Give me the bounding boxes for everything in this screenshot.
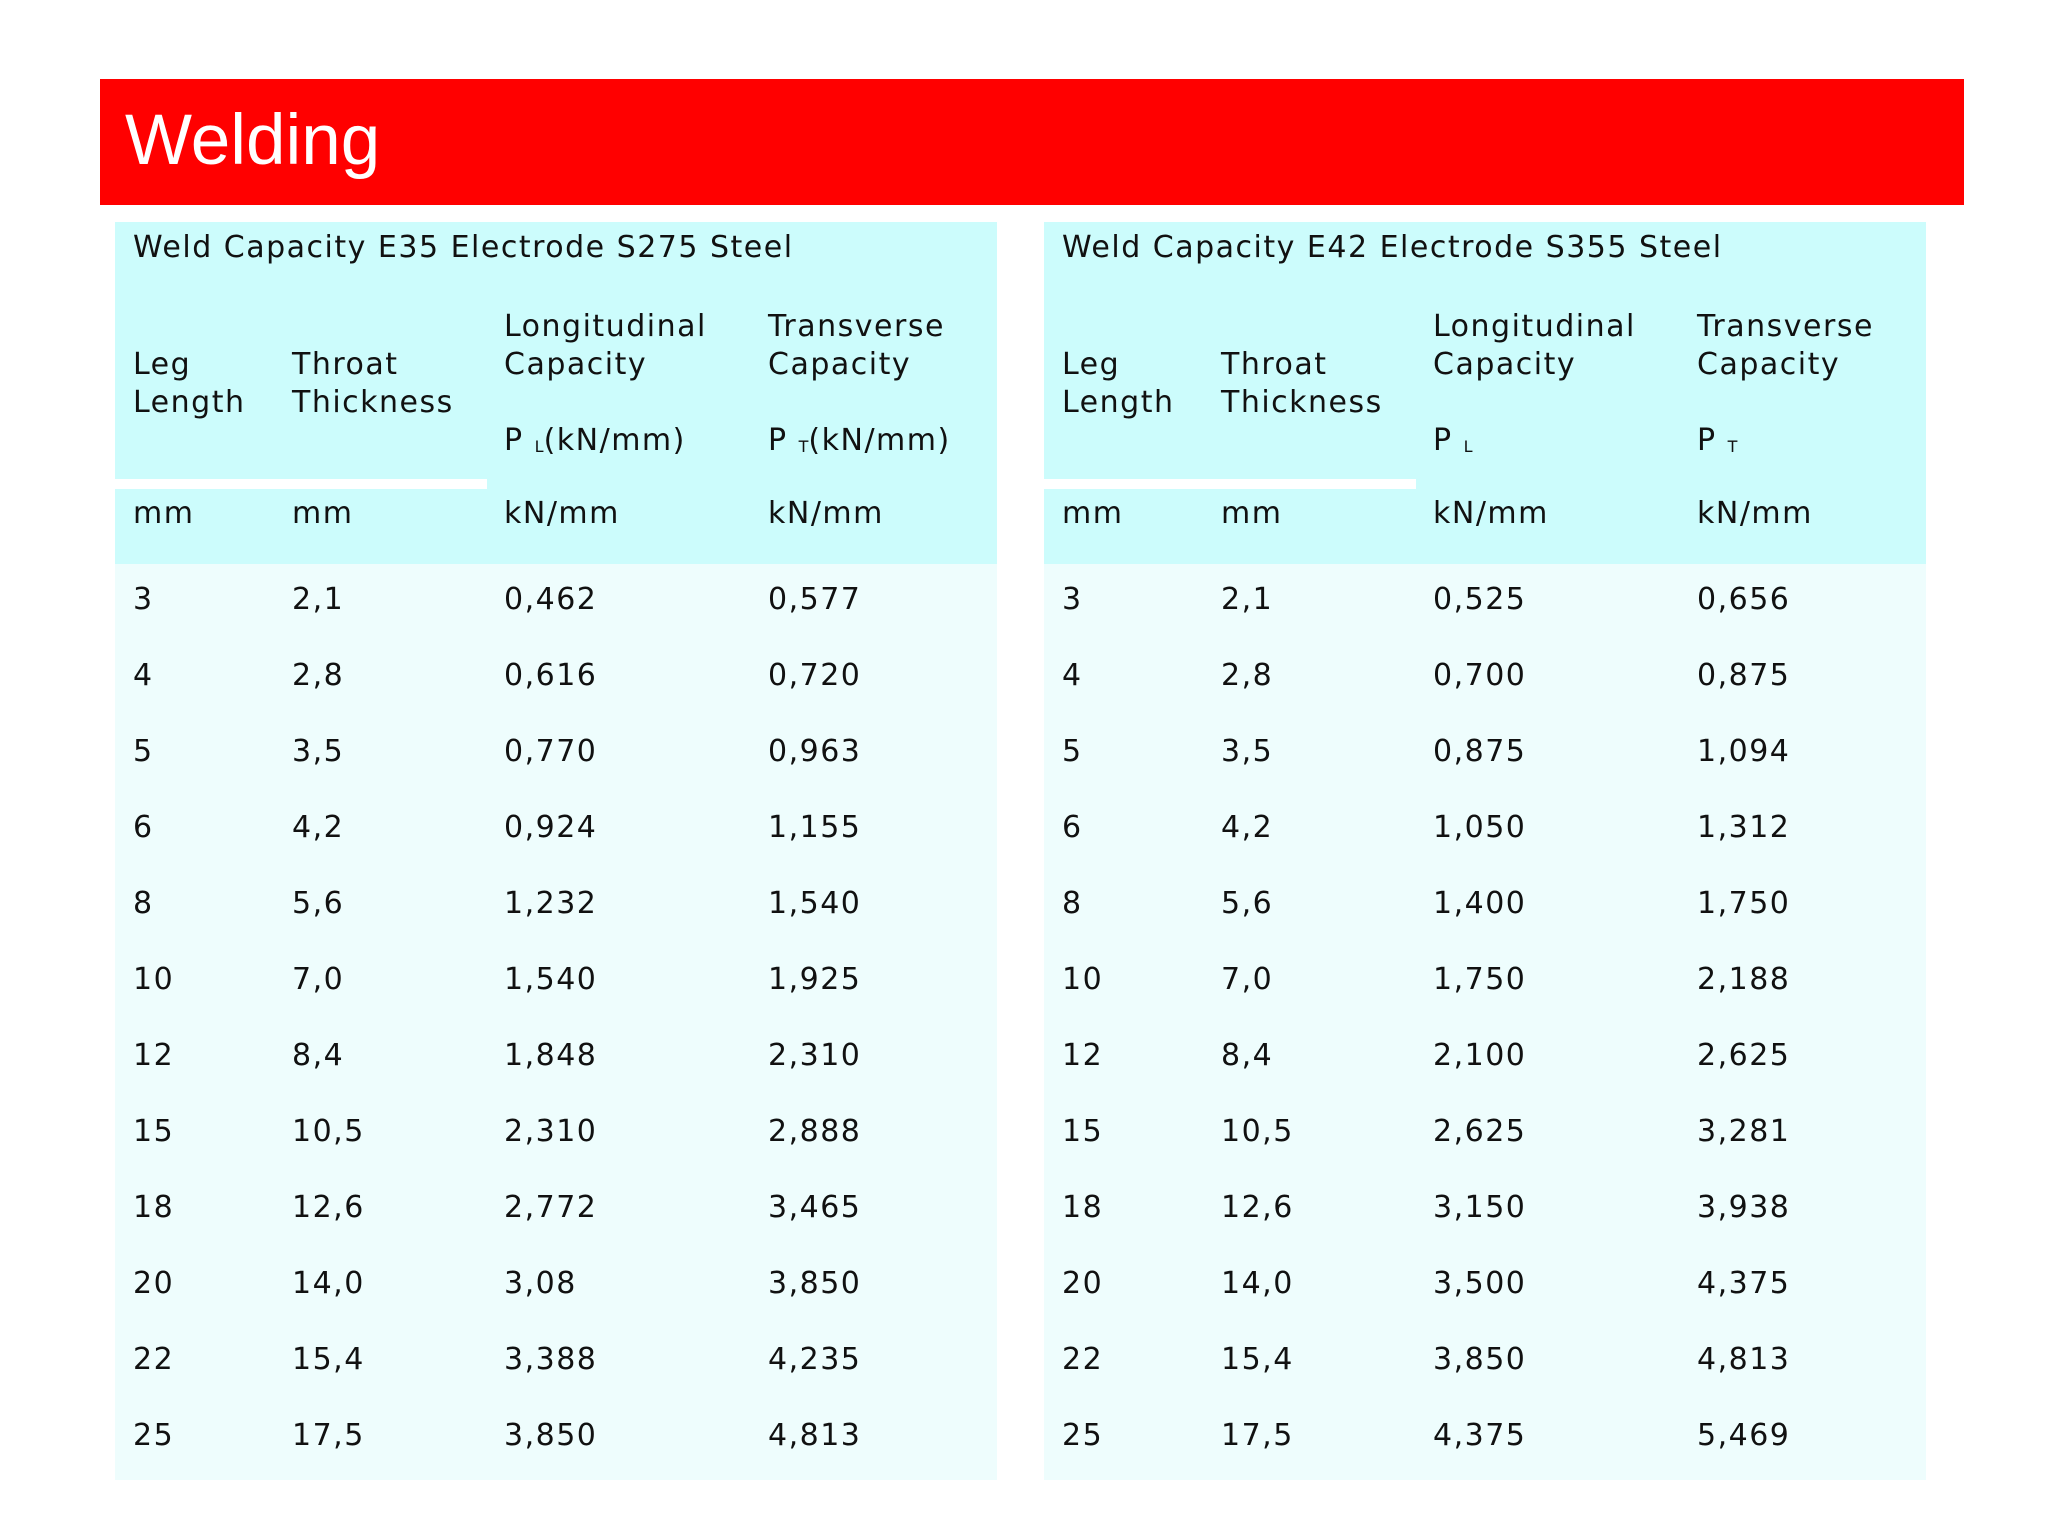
table-cell: 2,8 [1221,658,1274,693]
table-row [115,658,997,734]
table-cell: 1,050 [1433,810,1527,845]
table-cell: 4,375 [1697,1266,1791,1301]
header-throat-thickness-line1: Throat [292,347,399,382]
table-cell: 10 [133,962,175,997]
table-row [115,1418,997,1494]
table-cell: 1,400 [1433,886,1527,921]
header-throat-thickness-line2: Thickness [292,385,454,420]
table-cell: 2,188 [1697,962,1791,997]
table-cell: 8,4 [292,1038,345,1073]
table-cell: 0,577 [768,582,862,617]
header-transverse-capacity [1697,308,1874,466]
header-transverse-capacity-unit: (kN/mm) [808,423,951,458]
table-cell: 4,2 [292,810,345,845]
table-cell: 3,850 [768,1266,862,1301]
header-longitudinal-capacity-symbol: P [504,423,524,458]
table-row [1044,658,1926,734]
table-cell: 2,888 [768,1114,862,1149]
header-longitudinal-capacity-subscript: L [534,437,544,456]
table-cell: 4,375 [1433,1418,1527,1453]
table-cell: 3,5 [1221,734,1274,769]
header-transverse-capacity-line1: Transverse [768,309,945,344]
header-throat-thickness [1221,346,1383,422]
table-row [1044,886,1926,962]
unit-label: kN/mm [1697,496,1813,531]
table-row [115,810,997,886]
table-row [1044,734,1926,810]
table-cell: 1,540 [504,962,598,997]
weld-table-e35 [115,222,997,1480]
table-cell: 15,4 [1221,1342,1294,1377]
table-cell: 3 [1062,582,1083,617]
table-cell: 2,1 [292,582,345,617]
table-cell: 12 [133,1038,175,1073]
table-title: Weld Capacity E35 Electrode S275 Steel [133,230,794,265]
table-cell: 2,100 [1433,1038,1527,1073]
table-row [115,582,997,658]
table-cell: 2,310 [768,1038,862,1073]
table-cell: 2,625 [1433,1114,1527,1149]
table-cell: 5,6 [292,886,345,921]
table-cell: 0,720 [768,658,862,693]
header-transverse-capacity-symbol: P [1697,423,1717,458]
table-cell: 1,848 [504,1038,598,1073]
table-row [115,734,997,810]
table-cell: 0,616 [504,658,598,693]
table-row [1044,1038,1926,1114]
table-cell: 3,150 [1433,1190,1527,1225]
table-cell: 6 [1062,810,1083,845]
table-cell: 3,388 [504,1342,598,1377]
table-cell: 3,938 [1697,1190,1791,1225]
table-title: Weld Capacity E42 Electrode S355 Steel [1062,230,1723,265]
table-cell: 14,0 [292,1266,365,1301]
title-banner [100,79,1964,205]
header-divider [1044,479,1416,489]
table-cell: 0,656 [1697,582,1791,617]
table-cell: 5 [133,734,154,769]
header-longitudinal-capacity-unit: (kN/mm) [543,423,686,458]
unit-label: kN/mm [504,496,620,531]
table-cell: 0,770 [504,734,598,769]
table-row [1044,582,1926,658]
table-row [1044,810,1926,886]
table-cell: 8 [133,886,154,921]
unit-label: mm [1062,496,1124,531]
table-cell: 3,465 [768,1190,862,1225]
table-cell: 17,5 [292,1418,365,1453]
header-longitudinal-capacity-subscript: L [1463,437,1473,456]
table-cell: 3,850 [504,1418,598,1453]
header-transverse-capacity-subscript: T [798,437,809,456]
header-transverse-capacity-line2: Capacity [768,347,912,382]
table-row [1044,1190,1926,1266]
table-cell: 0,525 [1433,582,1527,617]
header-leg-length-line2: Length [1062,385,1175,420]
table-row [115,1342,997,1418]
header-leg-length [1062,346,1174,422]
table-cell: 2,625 [1697,1038,1791,1073]
header-transverse-capacity-line1: Transverse [1697,309,1874,344]
table-cell: 1,750 [1433,962,1527,997]
table-cell: 18 [133,1190,175,1225]
table-cell: 4,235 [768,1342,862,1377]
table-cell: 3,5 [292,734,345,769]
table-row [115,1114,997,1190]
table-cell: 1,155 [768,810,862,845]
table-cell: 0,875 [1433,734,1527,769]
table-cell: 10,5 [292,1114,365,1149]
header-transverse-capacity-subscript: T [1727,437,1738,456]
table-cell: 1,925 [768,962,862,997]
table-cell: 1,232 [504,886,598,921]
table-cell: 3,850 [1433,1342,1527,1377]
table-cell: 4,813 [768,1418,862,1453]
table-cell: 1,094 [1697,734,1791,769]
table-row [115,962,997,1038]
table-row [1044,1342,1926,1418]
table-cell: 0,875 [1697,658,1791,693]
unit-label: kN/mm [768,496,884,531]
header-divider [115,479,487,489]
table-cell: 22 [1062,1342,1104,1377]
table-cell: 15 [1062,1114,1104,1149]
table-cell: 14,0 [1221,1266,1294,1301]
table-row [1044,962,1926,1038]
table-cell: 25 [133,1418,175,1453]
header-longitudinal-capacity [1433,308,1636,466]
table-cell: 0,462 [504,582,598,617]
table-cell: 1,540 [768,886,862,921]
page-title: Welding [125,101,381,180]
table-cell: 20 [1062,1266,1104,1301]
header-transverse-capacity-line2: Capacity [1697,347,1841,382]
weld-table-e42 [1044,222,1926,1480]
table-row [1044,1418,1926,1494]
table-row [1044,1114,1926,1190]
table-cell: 2,772 [504,1190,598,1225]
table-cell: 10,5 [1221,1114,1294,1149]
table-row [115,886,997,962]
header-leg-length-line1: Leg [133,347,192,382]
unit-label: kN/mm [1433,496,1549,531]
table-row [1044,1266,1926,1342]
table-cell: 20 [133,1266,175,1301]
table-header [115,222,997,564]
table-cell: 4,2 [1221,810,1274,845]
table-cell: 3 [133,582,154,617]
table-cell: 3,281 [1697,1114,1791,1149]
table-cell: 10 [1062,962,1104,997]
table-cell: 5,6 [1221,886,1274,921]
table-cell: 4 [1062,658,1083,693]
table-cell: 22 [133,1342,175,1377]
table-cell: 5 [1062,734,1083,769]
header-longitudinal-capacity-line2: Capacity [504,347,648,382]
table-cell: 5,469 [1697,1418,1791,1453]
table-cell: 12,6 [1221,1190,1294,1225]
table-cell: 2,8 [292,658,345,693]
table-row [115,1266,997,1342]
table-cell: 17,5 [1221,1418,1294,1453]
table-cell: 6 [133,810,154,845]
table-cell: 1,750 [1697,886,1791,921]
table-cell: 0,700 [1433,658,1527,693]
header-leg-length [133,346,245,422]
table-cell: 1,312 [1697,810,1791,845]
table-row [115,1038,997,1114]
unit-label: mm [1221,496,1283,531]
header-transverse-capacity-symbol: P [768,423,788,458]
unit-label: mm [133,496,195,531]
table-cell: 2,1 [1221,582,1274,617]
header-throat-thickness-line1: Throat [1221,347,1328,382]
table-cell: 4,813 [1697,1342,1791,1377]
header-throat-thickness [292,346,454,422]
header-leg-length-line2: Length [133,385,246,420]
table-cell: 18 [1062,1190,1104,1225]
table-cell: 15 [133,1114,175,1149]
table-cell: 8,4 [1221,1038,1274,1073]
table-cell: 2,310 [504,1114,598,1149]
table-cell: 8 [1062,886,1083,921]
table-cell: 4 [133,658,154,693]
unit-label: mm [292,496,354,531]
header-longitudinal-capacity-symbol: P [1433,423,1453,458]
table-cell: 0,924 [504,810,598,845]
table-cell: 0,963 [768,734,862,769]
table-cell: 12 [1062,1038,1104,1073]
table-cell: 15,4 [292,1342,365,1377]
header-leg-length-line1: Leg [1062,347,1121,382]
header-longitudinal-capacity [504,308,707,466]
header-longitudinal-capacity-line1: Longitudinal [504,309,707,344]
table-cell: 25 [1062,1418,1104,1453]
table-cell: 7,0 [1221,962,1274,997]
header-longitudinal-capacity-line1: Longitudinal [1433,309,1636,344]
table-cell: 3,08 [504,1266,577,1301]
header-transverse-capacity [768,308,951,466]
table-cell: 3,500 [1433,1266,1527,1301]
table-row [115,1190,997,1266]
header-longitudinal-capacity-line2: Capacity [1433,347,1577,382]
table-header [1044,222,1926,564]
table-cell: 12,6 [292,1190,365,1225]
header-throat-thickness-line2: Thickness [1221,385,1383,420]
table-cell: 7,0 [292,962,345,997]
